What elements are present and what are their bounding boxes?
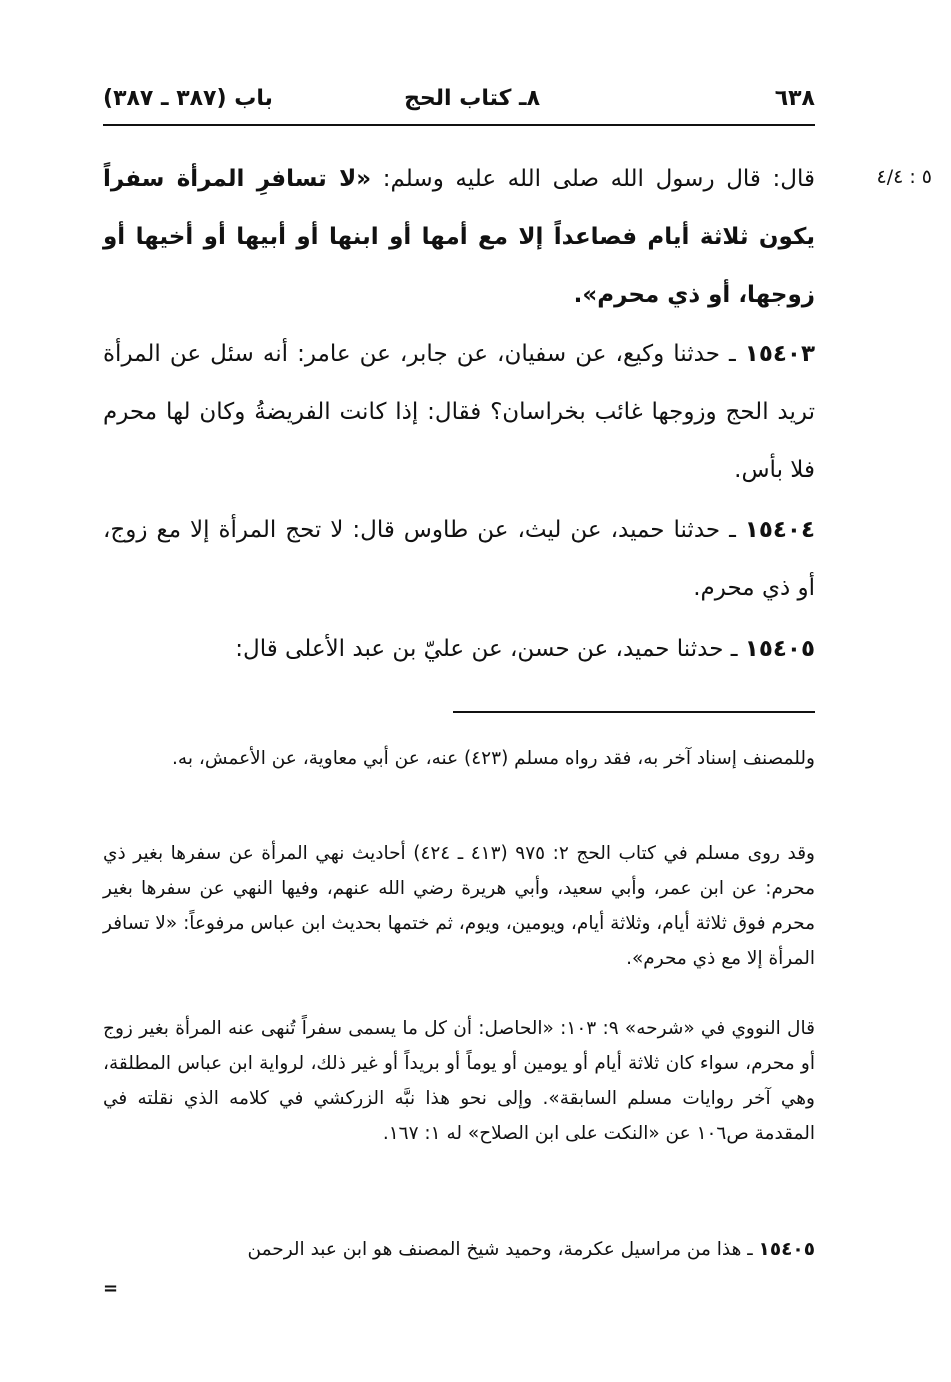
footnote: وقد روى مسلم في كتاب الحج ٢: ٩٧٥ (٤١٣ ـ ٤٢٤) أحاديث نهي المرأة عن سفرها بغير ذي محرم: عن ابن عمر، وأبي سعيد، وأبي هريرة رضي الله عنهم، وفيها النهي عن سفرها بغير محرم فوق ثلاثة أيام، وثلاثة أيام، ويومين، ويوم، ثم ختمها بحديث ابن عباس مرفوعاً: «لا تسافر المرأة إلا مع ذي محرم». xyxy=(103,843,815,969)
continuation-mark: = xyxy=(103,1278,119,1299)
hadith-paragraph xyxy=(103,620,815,678)
hadith-paragraph xyxy=(103,150,815,324)
page-number: ٦٣٨ xyxy=(774,86,815,111)
hadith-quote: «لا تسافرِ المرأة سفراً يكون ثلاثة أيام فصاعداً إلا مع أمها أو ابنها أو أبيها أو أخيها أو زوجها، أو ذي محرم». xyxy=(103,166,815,308)
chapter-reference: باب (٣٨٧ ـ ٣٨٧) xyxy=(103,86,273,111)
hadith-number: ١٥٤٠٥ xyxy=(744,636,815,662)
footnote xyxy=(103,1232,815,1267)
hadith-paragraph xyxy=(103,325,815,499)
footnote: وللمصنف إسناد آخر به، فقد رواه مسلم (٤٢٣) عنه، عن أبي معاوية، عن الأعمش، به. xyxy=(172,748,815,769)
footnote-text: ـ هذا من مراسيل عكرمة، وحميد شيخ المصنف هو ابن عبد الرحمن xyxy=(247,1239,759,1260)
footnote-divider xyxy=(453,711,815,713)
margin-reference: ٥ : ٤/٤ xyxy=(876,166,932,188)
hadith-number: ١٥٤٠٤ xyxy=(744,517,815,543)
hadith-text: ـ حدثنا حميد، عن ليث، عن طاوس قال: لا تحج المرأة إلا مع زوج، أو ذي محرم. xyxy=(103,517,815,601)
hadith-number: ١٥٤٠٣ xyxy=(744,341,815,367)
hadith-text: ـ حدثنا حميد، عن حسن، عن عليّ بن عبد الأعلى قال: xyxy=(235,636,745,662)
footnote: قال النووي في «شرحه» ٩: ١٠٣: «الحاصل: أن كل ما يسمى سفراً تُنهى عنه المرأة بغير زوج أو محرم، سواء كان ثلاثة أيام أو يومين أو يوماً أو بريداً أو غير ذلك، لرواية ابن عباس المطلقة، وهي آخر روايات مسلم السابقة». وإلى نحو هذا نبَّه الزركشي في كلامه الذي نقلته في المقدمة ص١٠٦ عن «النكت على ابن الصلاح» له ١: ١٦٧. xyxy=(103,1018,815,1144)
hadith-intro: قال: قال رسول الله صلى الله عليه وسلم: xyxy=(371,166,816,192)
footnote-number: ١٥٤٠٥ xyxy=(758,1239,815,1260)
book-title: ٨ـ كتاب الحج xyxy=(404,86,540,111)
header-divider xyxy=(103,124,815,126)
hadith-paragraph xyxy=(103,501,815,617)
page-header xyxy=(103,82,815,122)
hadith-text: ـ حدثنا وكيع، عن سفيان، عن جابر، عن عامر: أنه سئل عن المرأة تريد الحج وزوجها غائب بخراسان؟ فقال: إذا كانت الفريضةُ وكان لها محرم فلا بأس. xyxy=(103,341,815,483)
